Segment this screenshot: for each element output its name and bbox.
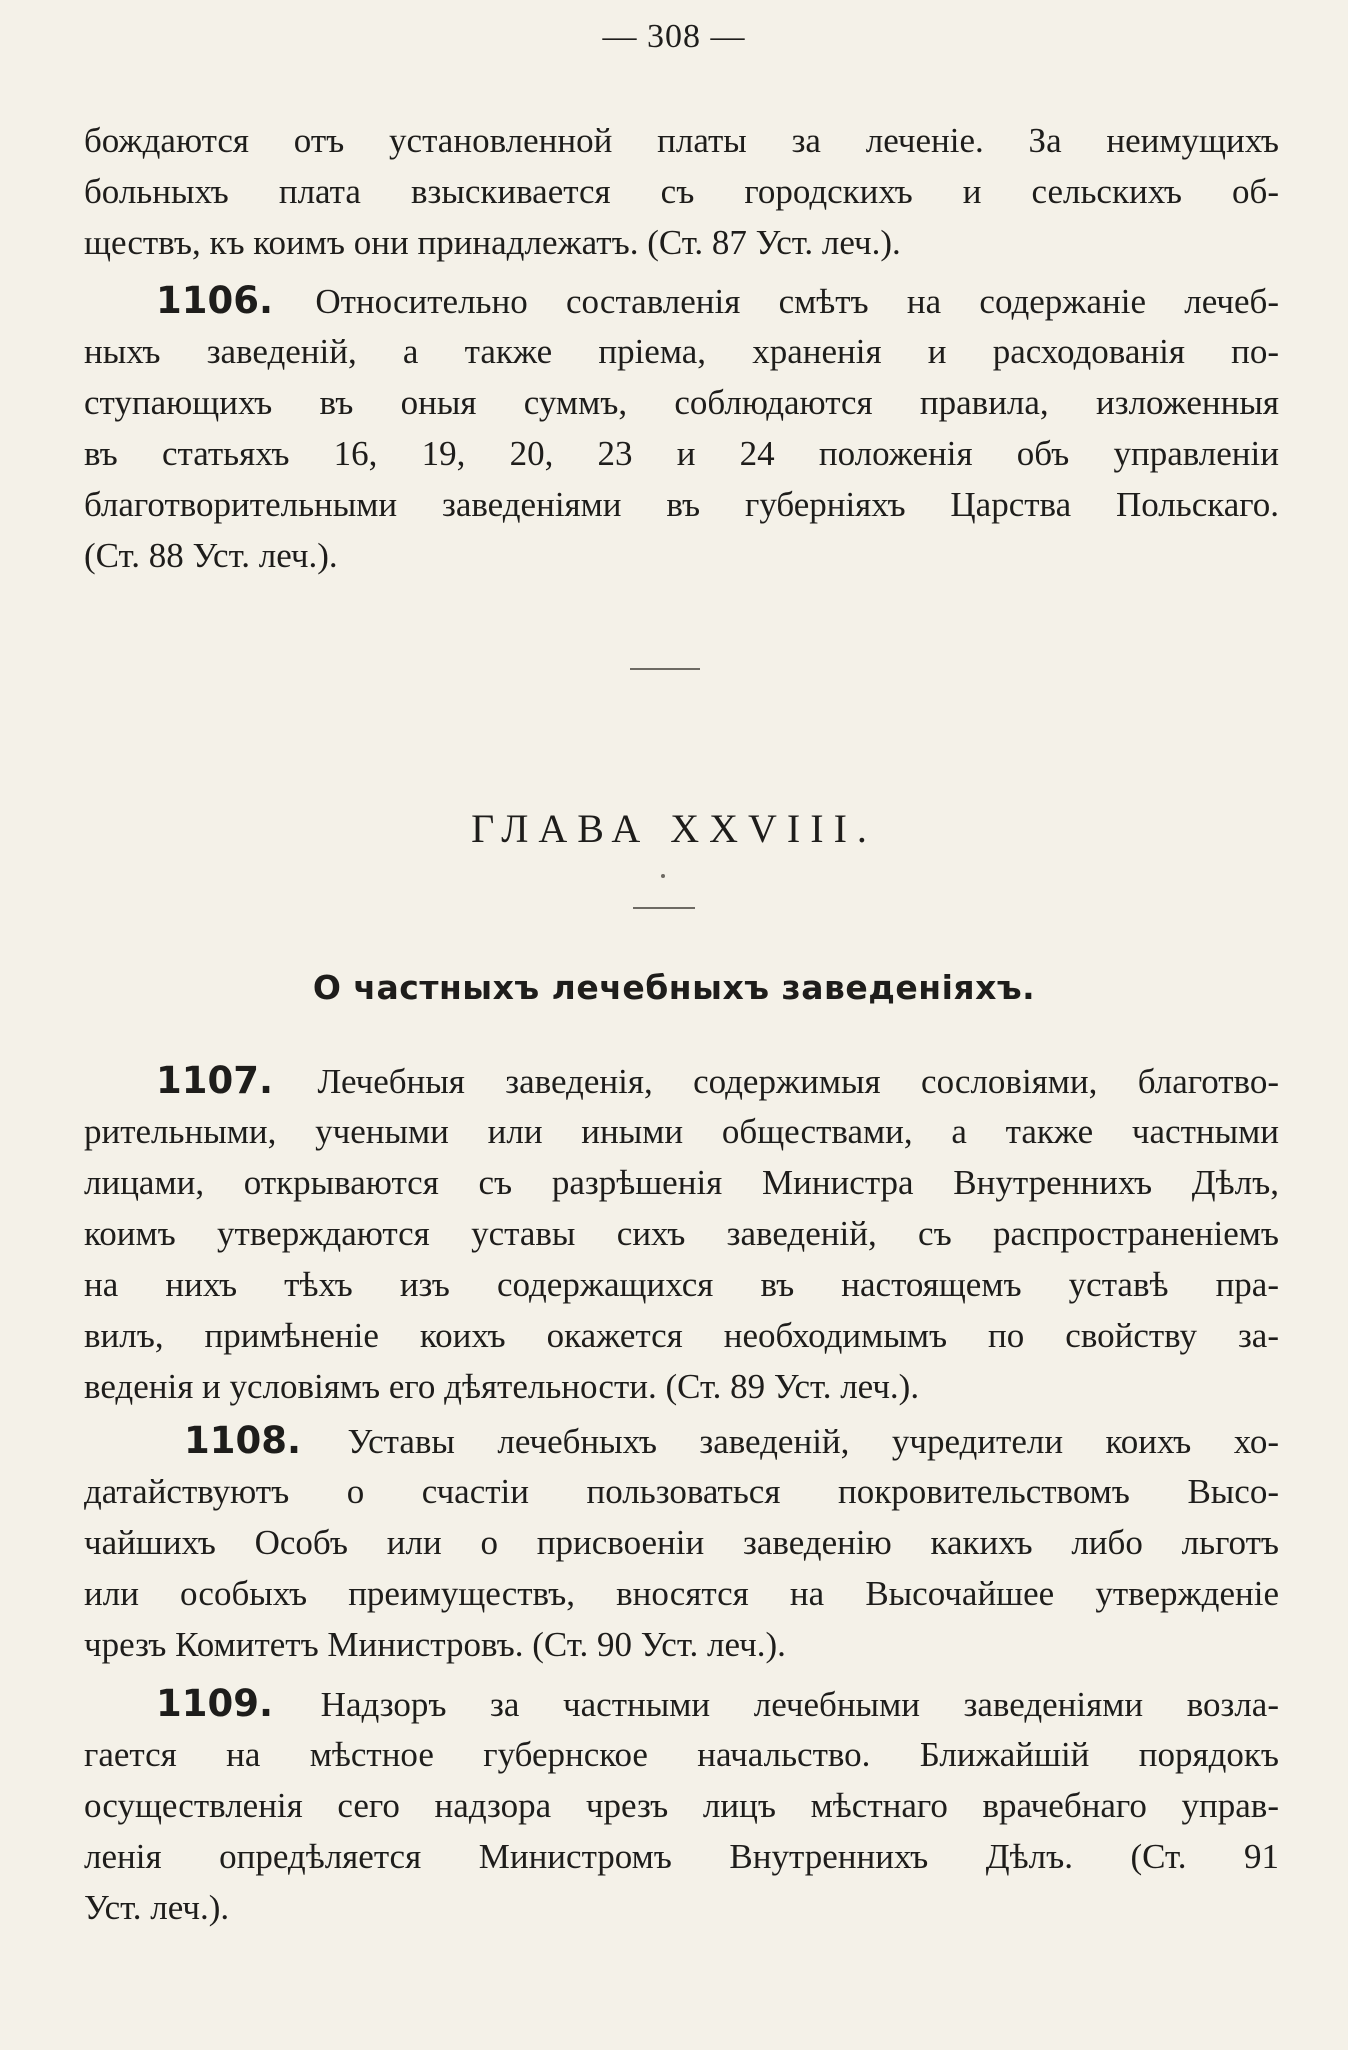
text-line: чрезъ Комитетъ Министровъ. (Ст. 90 Уст. леч.).: [84, 1625, 786, 1664]
article-text: Лечебныя заведенія, содержимыя сословіями, благотво-: [317, 1062, 1279, 1101]
article-number: 1109.: [156, 1682, 274, 1725]
text-line: вилъ, примѣненіе коихъ окажется необходимымъ по свойству за-: [84, 1316, 1279, 1355]
article-number: 1108.: [184, 1419, 302, 1462]
article-text: Относительно составленія смѣтъ на содержаніе лечеб-: [315, 282, 1279, 321]
text-line: на нихъ тѣхъ изъ содержащихся въ настоящемъ уставѣ пра-: [84, 1265, 1279, 1304]
article-number: 1107.: [156, 1059, 274, 1102]
text-line: Уст. леч.).: [84, 1888, 230, 1927]
article-first-line: [84, 1055, 1279, 1106]
text-line: благотворительными заведеніями въ губерніяхъ Царства Польскаго.: [84, 485, 1279, 524]
text-line: ленія опредѣляется Министромъ Внутреннихъ Дѣлъ. (Ст. 91: [84, 1837, 1279, 1876]
text-line: или особыхъ преимуществъ, вносятся на Высочайшее утвержденіе: [84, 1574, 1279, 1613]
chapter-title: ГЛАВА XXVIII.: [471, 806, 877, 851]
text-line: чайшихъ Особъ или о присвоеніи заведенію какихъ либо льготъ: [84, 1523, 1279, 1562]
page-number: — 308 —: [602, 18, 746, 55]
text-line: коимъ утверждаются уставы сихъ заведеній, съ распространеніемъ: [84, 1214, 1279, 1253]
article-1109: [84, 1678, 1279, 1933]
article-1106: [84, 275, 1279, 581]
article-first-line: [84, 1678, 1279, 1729]
article-text: Уставы лечебныхъ заведеній, учредители коихъ хо-: [347, 1422, 1279, 1461]
text-line: бождаются отъ установленной платы за леченіе. За неимущихъ: [84, 121, 1279, 160]
text-line: ступающихъ въ оныя суммъ, соблюдаются правила, изложенныя: [84, 383, 1279, 422]
text-line: ныхъ заведеній, а также пріема, храненія и расходованія по-: [84, 332, 1279, 371]
article-first-line: [84, 275, 1279, 326]
article-first-line: [84, 1415, 1279, 1466]
text-line: въ статьяхъ 16, 19, 20, 23 и 24 положенія объ управленіи: [84, 434, 1279, 473]
section-title: О частныхъ лечебныхъ заведеніяхъ.: [312, 968, 1036, 1007]
text-line: (Ст. 88 Уст. леч.).: [84, 536, 338, 575]
text-line: ществъ, къ коимъ они принадлежатъ. (Ст. 87 Уст. леч.).: [84, 223, 901, 262]
article-text: Надзоръ за частными лечебными заведеніями возла-: [320, 1685, 1279, 1724]
separator-rule: [630, 668, 700, 670]
text-line: веденія и условіямъ его дѣятельности. (Ст. 89 Уст. леч.).: [84, 1367, 920, 1406]
ornament-dot: [661, 874, 665, 878]
text-line: гается на мѣстное губернское начальство. Ближайшій порядокъ: [84, 1735, 1279, 1774]
article-1108: [84, 1415, 1279, 1670]
continuation-paragraph: [84, 115, 1279, 268]
text-line: лицами, открываются съ разрѣшенія Министра Внутреннихъ Дѣлъ,: [84, 1163, 1279, 1202]
chapter-rule: [633, 907, 695, 909]
article-number: 1106.: [156, 279, 274, 322]
text-line: рительными, учеными или иными обществами, а также частными: [84, 1112, 1279, 1151]
text-line: больныхъ плата взыскивается съ городскихъ и сельскихъ об-: [84, 172, 1279, 211]
text-line: датайствуютъ о счастіи пользоваться покровительствомъ Высо-: [84, 1472, 1279, 1511]
text-line: осуществленія сего надзора чрезъ лицъ мѣстнаго врачебнаго управ-: [84, 1786, 1279, 1825]
article-1107: [84, 1055, 1279, 1412]
